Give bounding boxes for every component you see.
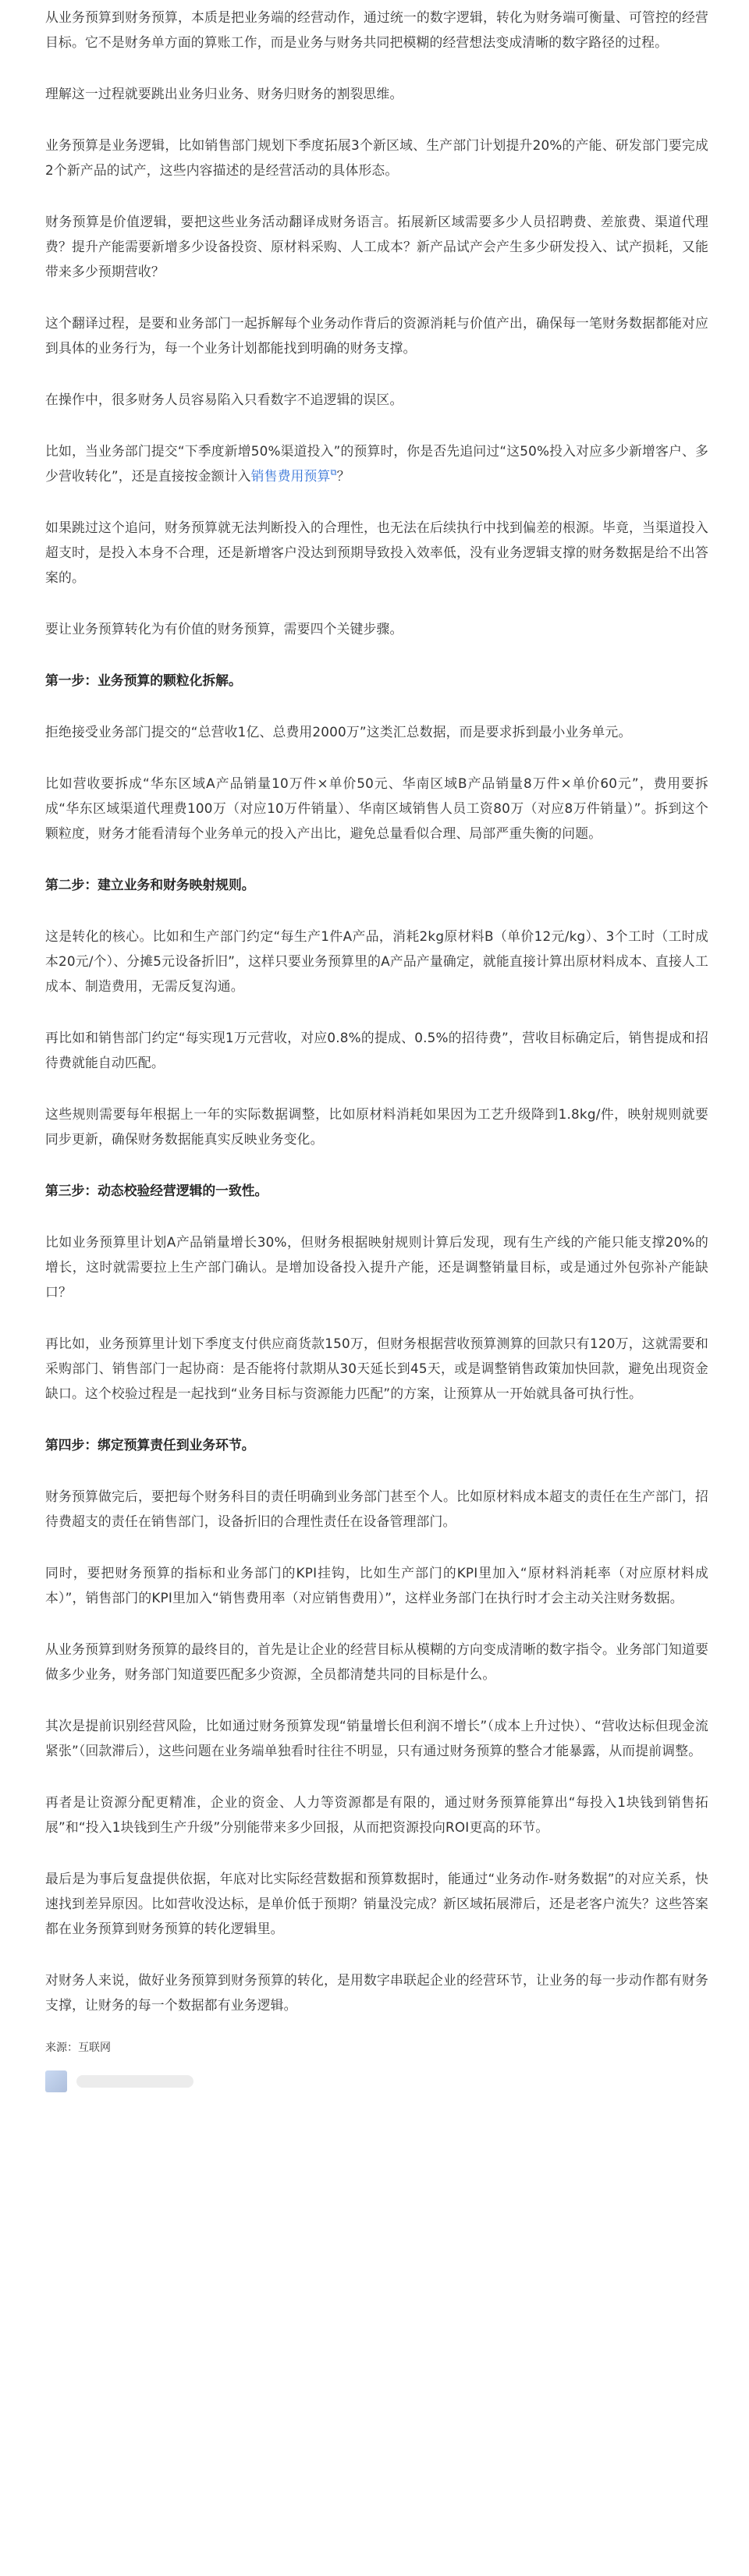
- paragraph: 这是转化的核心。比如和生产部门约定“每生产1件A产品，消耗2kg原材料B（单价12元/kg）、3个工时（工时成本20元/个）、分摊5元设备折旧”，这样只要业务预算里的A产品产量确定，就能直接计算出原材料成本、直接人工成本、制造费用，无需反复沟通。: [45, 928, 708, 994]
- paragraph: 这些规则需要每年根据上一年的实际数据调整，比如原材料消耗如果因为工艺升级降到1.8kg/件，映射规则就要同步更新，确保财务数据能真实反映业务变化。: [45, 1106, 708, 1147]
- section-heading: 第四步：绑定预算责任到业务环节。: [45, 1437, 255, 1453]
- author-bar: [45, 2066, 708, 2097]
- paragraph: 如果跳过这个追问，财务预算就无法判断投入的合理性，也无法在后续执行中找到偏差的根源。毕竟，当渠道投入超支时，是投入本身不合理，还是新增客户没达到预期导致投入效率低，没有业务逻辑支撑的财务数据是给不出答案的。: [45, 520, 708, 585]
- author-name-blurred: [76, 2075, 193, 2088]
- paragraph: 比如营收要拆成“华东区域A产品销量10万件×单价50元、华南区域B产品销量8万件×单价60元”，费用要拆成“华东区域渠道代理费100万（对应10万件销量）、华南区域销售人员工资80万（对应8万件销量）”。拆到这个颗粒度，财务才能看清每个业务单元的投入产出比，避免总量看似合理、局部严重失衡的问题。: [45, 775, 708, 841]
- paragraph: 财务预算是价值逻辑，要把这些业务活动翻译成财务语言。拓展新区域需要多少人员招聘费、差旅费、渠道代理费？提升产能需要新增多少设备投资、原材料采购、人工成本？新产品试产会产生多少研发投入、试产损耗，又能带来多少预期营收？: [45, 214, 708, 279]
- paragraph: 比如业务预算里计划A产品销量增长30%，但财务根据映射规则计算后发现，现有生产线的产能只能支撑20%的增长，这时就需要拉上生产部门确认。是增加设备投入提升产能，还是调整销量目标，或是通过外包弥补产能缺口？: [45, 1234, 708, 1300]
- paragraph: 要让业务预算转化为有价值的财务预算，需要四个关键步骤。: [45, 621, 403, 637]
- paragraph: 理解这一过程就要跳出业务归业务、财务归财务的割裂思维。: [45, 86, 403, 101]
- paragraph-text: 比如，当业务部门提交“下季度新增50%渠道投入”的预算时，你是否先追问过“这50%投入对应多少新增客户、多少营收转化”，还是直接按金额计入: [45, 443, 708, 484]
- section-heading: 第一步：业务预算的颗粒化拆解。: [45, 672, 242, 688]
- paragraph: 从业务预算到财务预算，本质是把业务端的经营动作，通过统一的数字逻辑，转化为财务端可衡量、可管控的经营目标。它不是财务单方面的算账工作，而是业务与财务共同把模糊的经营想法变成清晰的数字路径的过程。: [45, 9, 708, 50]
- paragraph: 再比如和销售部门约定“每实现1万元营收，对应0.8%的提成、0.5%的招待费”，营收目标确定后，销售提成和招待费就能自动匹配。: [45, 1030, 708, 1070]
- section-heading: 第二步：建立业务和财务映射规则。: [45, 877, 255, 892]
- keyword-link-sales-expense-budget[interactable]: [251, 468, 337, 484]
- avatar[interactable]: [45, 2070, 67, 2092]
- external-link-icon: ⧉: [330, 467, 337, 478]
- paragraph: 再比如，业务预算里计划下季度支付供应商货款150万，但财务根据营收预算测算的回款只有120万，这就需要和采购部门、销售部门一起协商：是否能将付款期从30天延长到45天，或是调整销售政策加快回款，避免出现资金缺口。这个校验过程是一起找到“业务目标与资源能力匹配”的方案，让预算从一开始就具备可执行性。: [45, 1336, 708, 1401]
- paragraph: 再者是让资源分配更精准，企业的资金、人力等资源都是有限的，通过财务预算能算出“每投入1块钱到销售拓展”和“投入1块钱到生产升级”分别能带来多少回报，从而把资源投向ROI更高的环节。: [45, 1794, 708, 1835]
- paragraph: 财务预算做完后，要把每个财务科目的责任明确到业务部门甚至个人。比如原材料成本超支的责任在生产部门，招待费超支的责任在销售部门，设备折旧的合理性责任在设备管理部门。: [45, 1488, 708, 1529]
- paragraph: 其次是提前识别经营风险，比如通过财务预算发现“销量增长但利润不增长”（成本上升过快）、“营收达标但现金流紧张”（回款滞后），这些问题在业务端单独看时往往不明显，只有通过财务预算的整合才能暴露，从而提前调整。: [45, 1718, 708, 1758]
- paragraph: 同时，要把财务预算的指标和业务部门的KPI挂钩，比如生产部门的KPI里加入“原材料消耗率（对应原材料成本）”，销售部门的KPI里加入“销售费用率（对应销售费用）”，这样业务部门在执行时才会主动关注财务数据。: [45, 1565, 708, 1606]
- section-heading: 第三步：动态校验经营逻辑的一致性。: [45, 1183, 268, 1198]
- source-line: 来源：互联网: [45, 2042, 111, 2054]
- paragraph: 从业务预算到财务预算的最终目的，首先是让企业的经营目标从模糊的方向变成清晰的数字指令。业务部门知道要做多少业务，财务部门知道要匹配多少资源，全员都清楚共同的目标是什么。: [45, 1641, 708, 1682]
- paragraph: 最后是为事后复盘提供依据，年底对比实际经营数据和预算数据时，能通过“业务动作-财务数据”的对应关系，快速找到差异原因。比如营收没达标，是单价低于预期？销量没完成？新区域拓展滞后，还是老客户流失？这些答案都在业务预算到财务预算的转化逻辑里。: [45, 1871, 708, 1936]
- keyword-link-label: 销售费用预算: [250, 468, 331, 484]
- paragraph-text: ？: [336, 468, 350, 484]
- paragraph-with-link: [45, 438, 708, 488]
- paragraph: 拒绝接受业务部门提交的“总营收1亿、总费用2000万”这类汇总数据，而是要求拆到最小业务单元。: [45, 724, 632, 740]
- paragraph: 业务预算是业务逻辑，比如销售部门规划下季度拓展3个新区域、生产部门计划提升20%的产能、研发部门要完成2个新产品的试产，这些内容描述的是经营活动的具体形态。: [45, 137, 708, 178]
- paragraph: 在操作中，很多财务人员容易陷入只看数字不追逻辑的误区。: [45, 392, 403, 407]
- paragraph: 这个翻译过程，是要和业务部门一起拆解每个业务动作背后的资源消耗与价值产出，确保每一笔财务数据都能对应到具体的业务行为，每一个业务计划都能找到明确的财务支撑。: [45, 315, 708, 356]
- paragraph: 对财务人来说，做好业务预算到财务预算的转化，是用数字串联起企业的经营环节，让业务的每一步动作都有财务支撑，让财务的每一个数据都有业务逻辑。: [45, 1972, 708, 2013]
